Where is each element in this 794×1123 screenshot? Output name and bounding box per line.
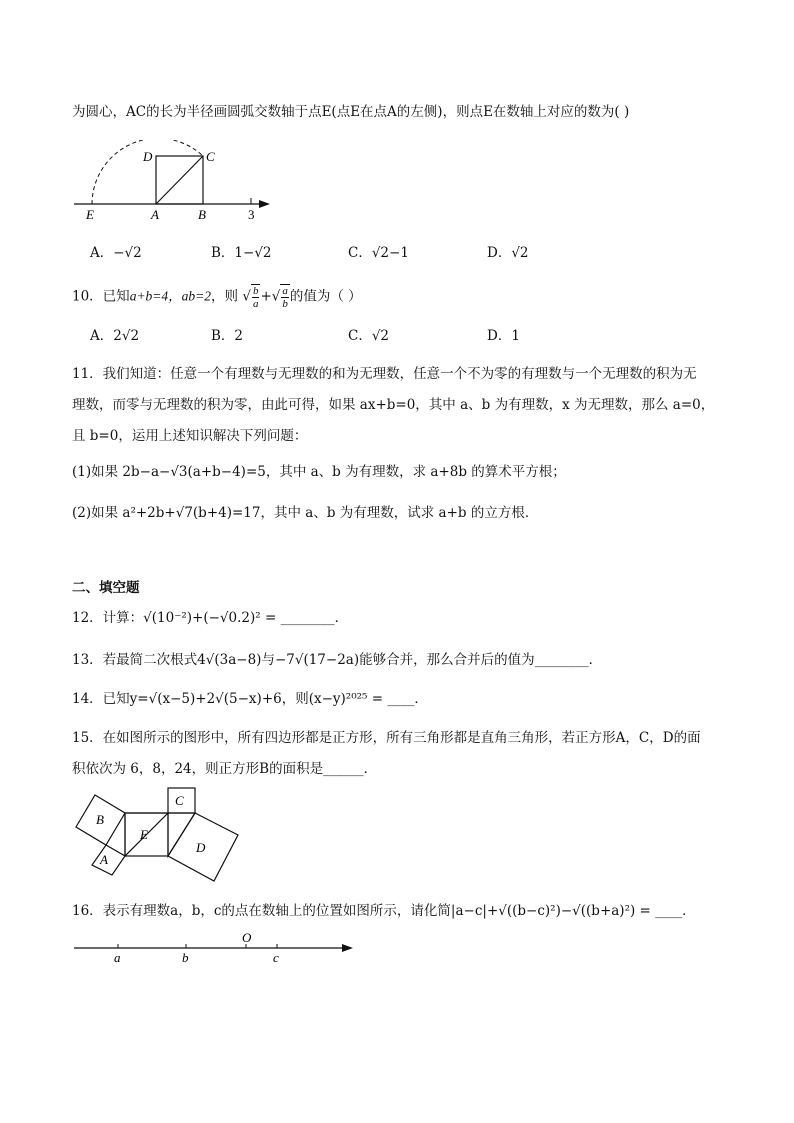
- q9-stem: 为圆心，AC的长为半径画圆弧交数轴于点E(点E在点A的左侧)，则点E在数轴上对应的数为( ): [72, 104, 630, 120]
- label-B: B: [198, 207, 206, 222]
- q14: 14．已知y=√(x−5)+2√(5−x)+6，则(x−y)²⁰²⁵ = ____．: [72, 691, 428, 707]
- q9-option-c[interactable]: C．√2−1: [348, 245, 409, 261]
- q11-line3: 且 b=0，运用上述知识解决下列问题：: [72, 428, 308, 444]
- section-fill-in-title: 二、填空题: [72, 580, 140, 596]
- q10-expression: √ $\frac{b}{a}$ +√ $\frac{a}{b}$: [242, 285, 288, 310]
- q10-suffix: 的值为（ ）: [289, 288, 362, 305]
- q10-condition: a+b=4，ab=2: [129, 288, 212, 304]
- q12: 12．计算：√(10⁻²)+(−√0.2)² = ________．: [72, 610, 349, 626]
- q10-option-d[interactable]: D．1: [487, 328, 520, 344]
- q15-line1: 15．在如图所示的图形中，所有四边形都是正方形，所有三角形都是直角三角形，若正方形A，C，D的面: [72, 730, 701, 746]
- label-C: C: [206, 149, 215, 164]
- label-E: E: [86, 207, 94, 222]
- label-D: D: [196, 840, 206, 855]
- q15-line2: 积依次为 6，8，24，则正方形B的面积是______．: [72, 761, 378, 777]
- q16-number-line-figure: [70, 930, 360, 970]
- q10-option-a[interactable]: A．2√2: [90, 328, 140, 344]
- label-C: C: [175, 793, 184, 808]
- q9-option-a[interactable]: A．−√2: [90, 245, 142, 261]
- label-A: A: [100, 852, 108, 867]
- q9-option-b[interactable]: B．1−√2: [211, 245, 272, 261]
- q11-part1: (1)如果 2b−a−√3(a+b−4)=5，其中 a、b 为有理数，求 a+8b 的算术平方根；: [72, 464, 566, 480]
- q15-squares-figure: [70, 783, 250, 888]
- label-c: c: [273, 950, 279, 965]
- q10-option-b[interactable]: B．2: [211, 328, 244, 344]
- q9-option-d[interactable]: D．√2: [487, 245, 529, 261]
- q10-mid: ，则: [211, 288, 239, 305]
- label-a: a: [114, 950, 121, 965]
- q13: 13．若最简二次根式4√(3a−8)与−7√(17−2a)能够合并，那么合并后的值为________．: [72, 652, 603, 668]
- q11-line1: 11．我们知道：任意一个有理数与无理数的和为无理数，任意一个不为零的有理数与一个无理数的积为无: [72, 366, 697, 382]
- q16-stem: 16．表示有理数a，b，c的点在数轴上的位置如图所示，请化简|a−c|+√((b−c)²)−√((b+a)²) = ____．: [72, 903, 696, 919]
- q11-line2: 理数，而零与无理数的积为零，由此可得，如果 ax+b=0，其中 a、b 为有理数，x 为无理数，那么 a=0，: [72, 397, 715, 413]
- q10-option-c[interactable]: C．√2: [348, 328, 390, 344]
- q10-stem: [72, 284, 362, 310]
- label-B: B: [96, 812, 104, 827]
- label-3: 3: [248, 207, 255, 222]
- label-O: O: [242, 930, 252, 945]
- q9-number-line-figure: [70, 140, 280, 225]
- label-D: D: [143, 149, 153, 164]
- label-A: A: [151, 207, 159, 222]
- label-b: b: [182, 950, 189, 965]
- q10-prefix: 10．已知: [72, 288, 130, 305]
- q11-part2: (2)如果 a²+2b+√7(b+4)=17，其中 a、b 为有理数，试求 a+b 的立方根．: [72, 505, 539, 521]
- label-E: E: [140, 827, 148, 842]
